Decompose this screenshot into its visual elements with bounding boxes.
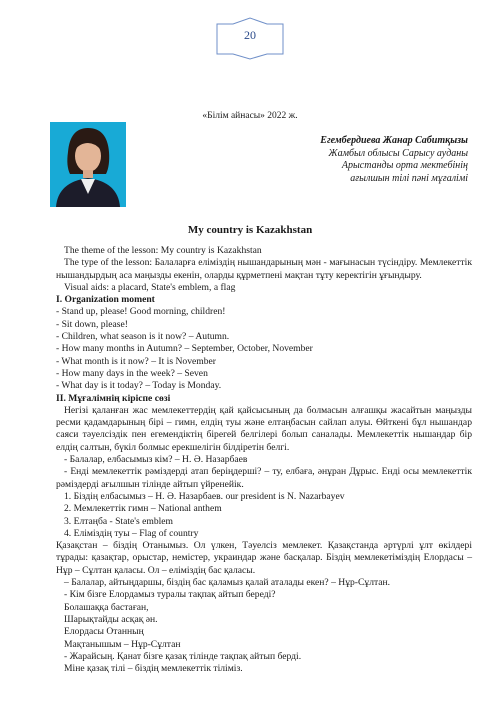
section-heading-intro: II. Мұғалімнің кіріспе сөзі [56,392,171,404]
author-name: Егембердиева Жанар Сабитқызы [320,135,468,146]
dialogue-line: - Кім бізге Елордамыз туралы тақпақ айтып береді? [64,589,276,601]
dialogue-line: - How many days in the week? – Seven [56,367,208,379]
dialogue-line: - Жарайсың. Қанат бізге қазақ тілінде тақпақ айтып берді. [64,650,302,662]
author-region: Жамбыл облысы Сарысу ауданы [328,147,468,159]
dialogue-line: - How many months in Autumn? – September, October, November [56,343,313,355]
dialogue-line: - Енді мемлекеттік рәміздерді атап беріңдерші? – ту, елбаға, әнұран Дұрыс. Енді осы мемлекеттік рәміздерді ағылшын тілінде айтып үйренейік. [56,466,472,490]
numbered-item: 1. Біздің елбасымыз – Н. Ә. Назарбаев. our president is N. Nazarbayev [64,490,345,502]
dialogue-line: – Балалар, айтыңдаршы, біздің бас қаламыз қалай аталады екен? – Нұр-Сұлтан. [64,577,391,589]
journal-line: «Білім айнасы» 2022 ж. [202,111,298,121]
numbered-item: 4. Еліміздің туы – Flag of country [64,527,199,539]
poem-line: Болашаққа бастаған, [64,601,149,613]
author-position: ағылшын тілі пәні мұғалімі [350,172,468,184]
portrait-image [50,122,126,207]
lesson-title: My country is Kazakhstan [187,224,313,236]
dialogue-line: - What month is it now? – It is November [56,355,216,367]
poem-line: Мақтанышым – Нұр-Сұлтан [64,638,181,650]
visual-aids: Visual aids: a placard, State's emblem, a flag [64,281,236,293]
dialogue-line: - Sit down, please! [56,318,128,330]
intro-paragraph: Негізі қаланған жас мемлекеттердің қай қайсысының да болмасын алғашқы жасайтын маңызды ресми қадамдарының бірі – гимн, елдің туы және елтаңбасын сайлап алуы. Өйткені бұл нышандар саяси тәуелсіздік пен егемендіктің бірегей белгілері болып саналады. Мемлекеттік нышандар бір елдің салтын, бүкіл болмыс ерекшелігін білдіретін белгі. [56,404,472,453]
section-heading-organization: I. Organization moment [56,294,155,306]
poem-line: Шарықтайды асқақ ән. [64,613,158,625]
author-photo [50,122,126,207]
lesson-type: The type of the lesson: Балаларға еліміздің нышандарының мән - мағынасын түсіндіру. Мемлекеттік нышандырдың аса маңызды екенін, оларды құрметпені мақтан тұту керектігін ұғындыру. [56,257,472,281]
closing-line: Міне қазақ тілі – біздің мемлекеттік тіліміз. [64,663,243,675]
lesson-content [56,245,472,675]
dialogue-line: - Балалар, елбасымыз кім? – Н. Ә. Назарбаев [64,454,248,466]
author-school: Арыстанды орта мектебінің [341,160,468,171]
lesson-theme: The theme of the lesson: My country is Kazakhstan [64,245,262,256]
page-number-badge [215,16,285,60]
kazakhstan-paragraph: Қазақстан – біздің Отанымыз. Ол үлкен, Тәуелсіз мемлекет. Қазақстанда әртүрлі ұлт өкілдері тұрады: қазақтар, орыстар, немістер, украиндар және басқалар. Біздің мемлекетіміздің Елордасы – Нұр – Сұлтан қаласы. Ол – еліміздің бас қаласы. [56,540,472,576]
page-number: 20 [244,28,256,42]
poem-line: Елордасы Отанның [64,626,144,638]
dialogue-line: - Stand up, please! Good morning, children! [56,306,226,318]
numbered-item: 2. Мемлекеттік гимн – National anthem [64,503,222,515]
author-block [320,135,468,185]
dialogue-line: - What day is it today? – Today is Monday. [56,380,222,392]
numbered-item: 3. Елтаңба - State's emblem [64,515,174,527]
dialogue-line: - Children, what season is it now? – Autumn. [56,331,230,343]
